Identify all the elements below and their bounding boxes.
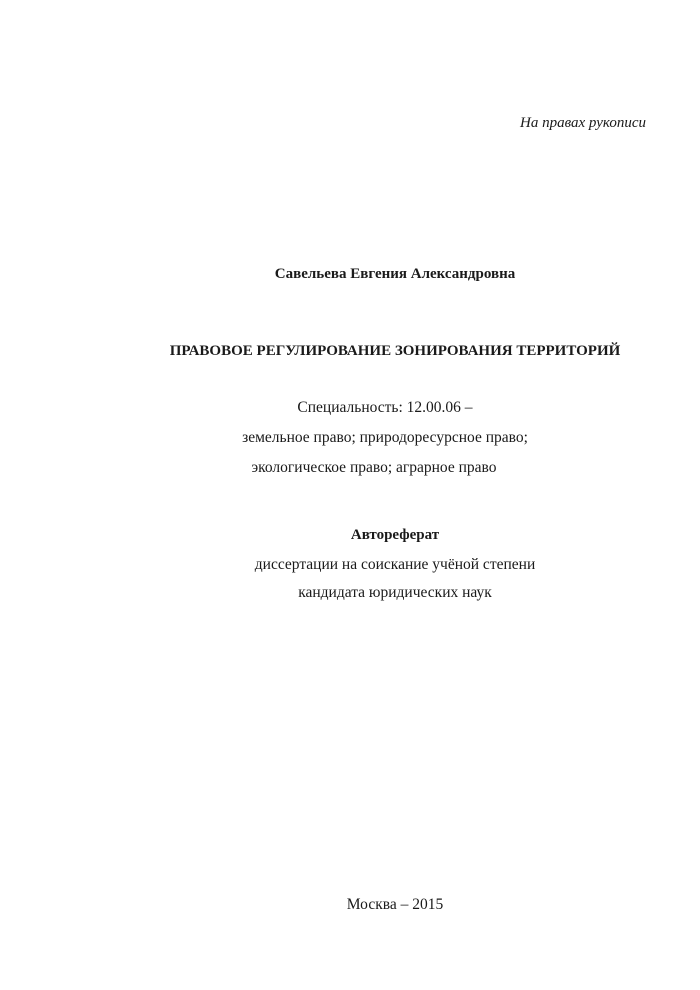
specialty-line-2: земельное право; природоресурсное право; <box>242 429 528 446</box>
rights-note: На правах рукописи <box>520 115 646 131</box>
abstract-heading: Автореферат <box>350 527 440 543</box>
city-year: Москва – 2015 <box>346 896 444 913</box>
document-title: ПРАВОВОЕ РЕГУЛИРОВАНИЕ ЗОНИРОВАНИЯ ТЕРРИТОРИЙ <box>169 343 621 359</box>
specialty-line-3: экологическое право; аграрное право <box>251 459 497 476</box>
author-name: Савельева Евгения Александровна <box>274 266 516 282</box>
specialty-line-1: Специальность: 12.00.06 – <box>297 399 473 416</box>
description-line-2: кандидата юридических наук <box>298 584 492 601</box>
description-line-1: диссертации на соискание учёной степени <box>254 556 536 573</box>
